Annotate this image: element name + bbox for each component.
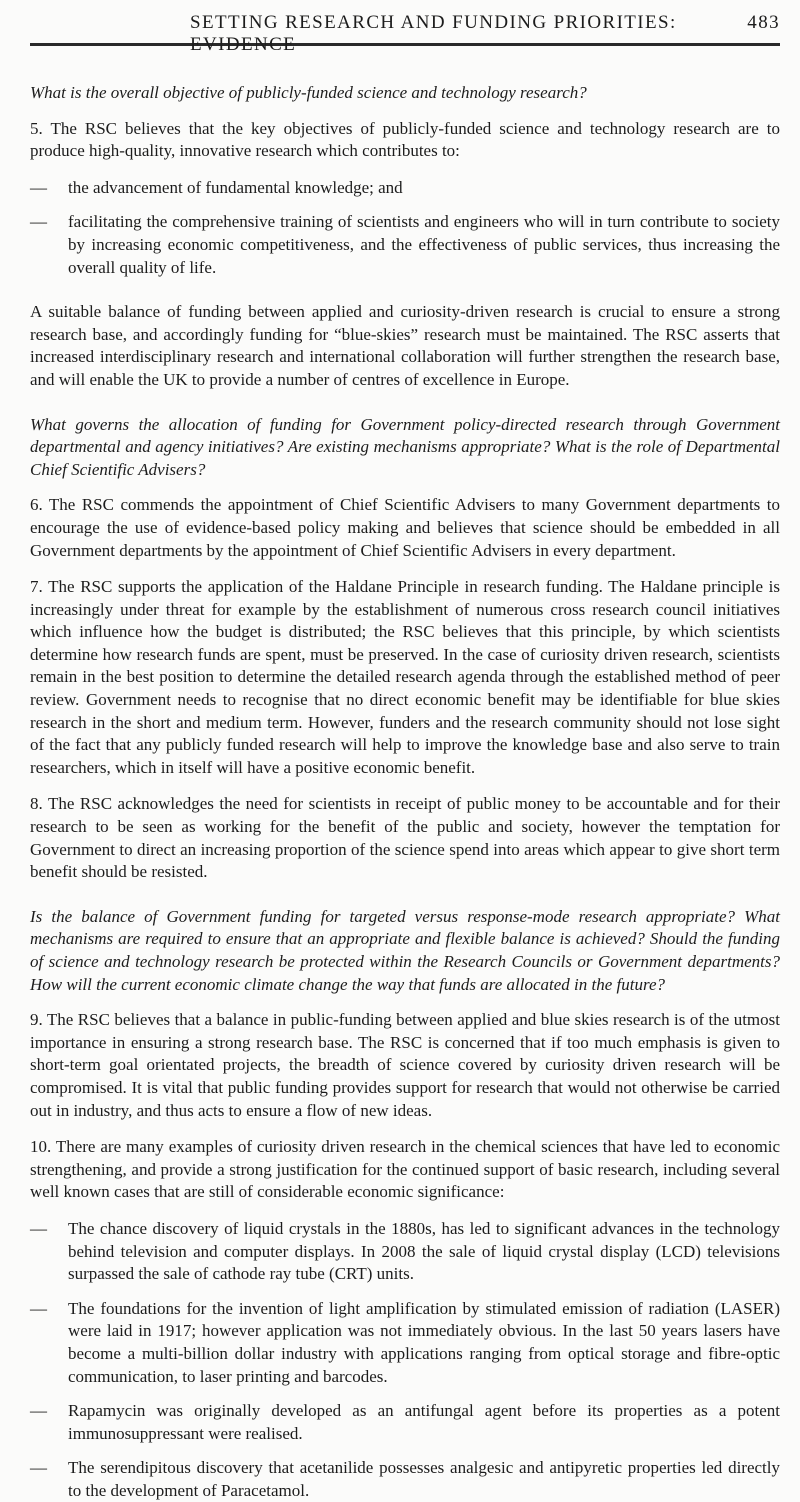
question-heading: What governs the allocation of funding for Government policy-directed research through Government departmental and agency initiatives? Are existing mechanisms appropriate? What is the role of Departmental Chief Scientific Advisers?: [30, 414, 780, 479]
list-item: — facilitating the comprehensive training of scientists and engineers who will in turn contribute to society by increasing economic competitiveness, and the effectiveness of public services, thus increasing the overall quality of life.: [30, 211, 780, 279]
page-body: [30, 46, 780, 1502]
paragraph-10-list: [30, 1218, 780, 1502]
list-item: — The foundations for the invention of light amplification by stimulated emission of radiation (LASER) were laid in 1917; however application was not immediately obvious. In the last 50 years lasers have become a multi-billion dollar industry with applications ranging from optical storage and fibre-optic communication, to laser printing and barcodes.: [30, 1298, 780, 1388]
question-heading: Is the balance of Government funding for targeted versus response-mode research appropriate? What mechanisms are required to ensure that an appropriate and flexible balance is achieved? Should the funding of science and technology research be protected within the Research Councils or Government departments? How will the current economic climate change the way that funds are allocated in the future?: [30, 906, 780, 994]
list-item: — The chance discovery of liquid crystals in the 1880s, has led to significant advances in the technology behind television and computer displays. In 2008 the sale of liquid crystal display (LCD) televisions surpassed the sale of cathode ray tube (CRT) units.: [30, 1218, 780, 1286]
paragraph-7: 7. The RSC supports the application of the Haldane Principle in research funding. The Haldane principle is increasingly under threat for example by the establishment of numerous cross research council initiatives which influence how the budget is distributed; the RSC believes that this principle, by which scientists determine how research funds are spent, must be preserved. In the case of curiosity driven research, scientists remain in the best position to determine the detailed research agenda through the established method of peer review. Government needs to recognise that no direct economic benefit may be identifiable for blue skies research in the short and medium term. However, funders and the research community should not lose sight of the fact that any publicly funded research will help to improve the knowledge base and also serve to train researchers, which in itself will have a positive economic benefit.: [30, 577, 780, 777]
list-item: — The serendipitous discovery that acetanilide possesses analgesic and antipyretic properties led directly to the development of Paracetamol.: [30, 1457, 780, 1502]
question-heading: What is the overall objective of publicly-funded science and technology research?: [30, 83, 587, 102]
running-header: [30, 0, 780, 55]
list-item: — Rapamycin was originally developed as an antifungal agent before its properties as a potent immunosuppressant were realised.: [30, 1400, 780, 1445]
paragraph-5: 5. The RSC believes that the key objectives of publicly-funded science and technology research are to produce high-quality, innovative research which contributes to:: [30, 118, 780, 161]
paragraph-8: 8. The RSC acknowledges the need for scientists in receipt of public money to be accountable and for their research to be seen as working for the benefit of the public and society, however the temptation for Government to direct an increasing proportion of the science spend into areas which appear to give short term benefit should be resisted.: [30, 794, 780, 882]
paragraph-9: 9. The RSC believes that a balance in public-funding between applied and blue skies research is of the utmost importance in ensuring a strong research base. The RSC is concerned that if too much emphasis is given to short-term goal orientated projects, the breadth of science covered by curiosity driven research will be compromised. It is vital that public funding provides support for research that would not otherwise be carried out in industry, and thus acts to ensure a flow of new ideas.: [30, 1010, 780, 1120]
paragraph-5-continued: A suitable balance of funding between applied and curiosity-driven research is crucial to ensure a strong research base, and accordingly funding for “blue-skies” research must be maintained. The RSC asserts that increased interdisciplinary research and international collaboration will further strengthen the research base, and will enable the UK to provide a number of centres of excellence in Europe.: [30, 302, 780, 389]
page-number: 483: [747, 12, 780, 33]
paragraph-5-list: [30, 177, 780, 279]
running-header-title: SETTING RESEARCH AND FUNDING PRIORITIES: EVIDENCE: [190, 12, 677, 55]
paragraph-10: 10. There are many examples of curiosity driven research in the chemical sciences that have led to economic strengthening, and provide a strong justification for the continued support of basic research, including several well known cases that are still of considerable economic significance:: [30, 1137, 780, 1202]
paragraph-6: 6. The RSC commends the appointment of Chief Scientific Advisers to many Government departments to encourage the use of evidence-based policy making and believes that science should be embedded in all Government departments by the appointment of Chief Scientific Advisers in every department.: [30, 495, 780, 560]
list-item: — the advancement of fundamental knowledge; and: [30, 177, 780, 200]
